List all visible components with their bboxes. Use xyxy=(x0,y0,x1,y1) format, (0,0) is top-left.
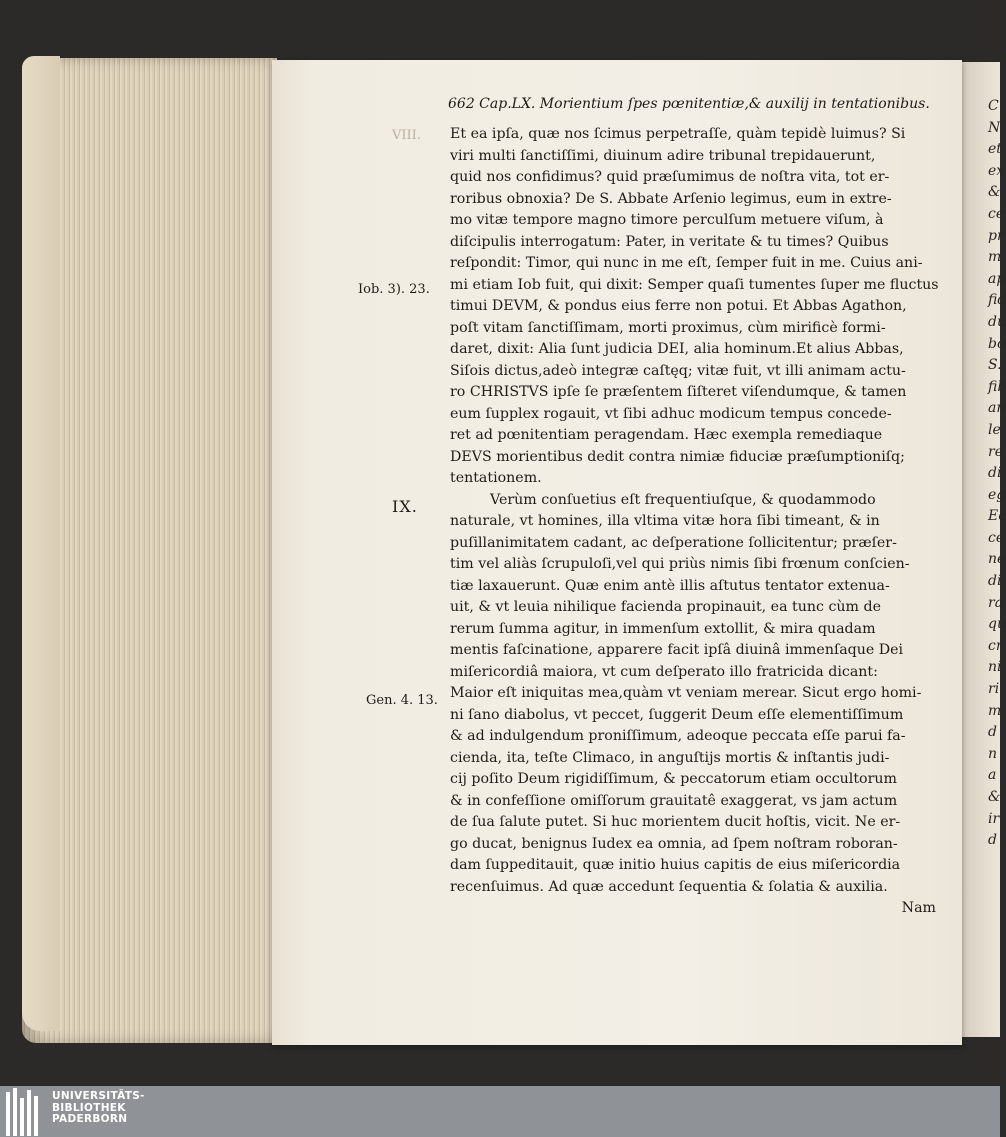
text-line: viri multi ſanctiſſimi, diuinum adire tribunal trepidauerunt, xyxy=(450,147,876,164)
next-page-fragment: et xyxy=(988,141,1002,158)
next-page-fragment: ri xyxy=(988,681,1000,698)
next-page-fragment: ap xyxy=(988,270,1006,287)
section-number-ix: IX. xyxy=(392,497,418,516)
text-line: naturale, vt homines, illa vltima vitæ hora ſibi timeant, & in xyxy=(450,513,880,529)
text-line: cij poſito Deum rigidiſſimum, & peccatorum etiam occultorum xyxy=(450,771,897,787)
library-name-line3: PADERBORN xyxy=(52,1113,128,1125)
next-page-fragment: & xyxy=(988,789,1001,805)
next-page-fragment: n xyxy=(988,745,998,762)
running-head: 662 Cap.LX. Morientium ſpes pœnitentiæ,& auxilij in tentationibus. xyxy=(448,96,930,112)
text-line: go ducat, benignus Iudex ea omnia, ad ſpem noſtram roboran- xyxy=(450,835,898,852)
book-cover-edge xyxy=(22,56,60,1031)
next-page-fragment: ce xyxy=(988,529,1005,546)
text-line: cienda, ita, teſte Climaco, in anguſtijs mortis & inſtantis judi- xyxy=(450,749,890,766)
next-page-fragment: m xyxy=(988,702,1002,719)
bleed-through-numeral: VIII. xyxy=(392,128,421,143)
next-page-fragment: ce xyxy=(988,205,1005,222)
text-line: de ſua ſalute putet. Si huc morientem ducit hoſtis, vicit. Ne er- xyxy=(450,814,901,830)
next-page-fragment: di xyxy=(988,573,1002,590)
next-page-fragment: qu xyxy=(988,616,1006,633)
text-line: & ad indulgendum proniſſimum, adeoque peccata eſſe parui fa- xyxy=(450,728,906,744)
text-line: ret ad pœnitentiam peragendam. Hæc exempla remediaque xyxy=(450,427,883,443)
text-line: miſericordiâ maiora, vt cum deſperato illo fratricida dicant: xyxy=(450,663,878,680)
margin-note-genesis: Gen. 4. 13. xyxy=(366,693,438,708)
text-line: daret, dixit: Alia ſunt judicia DEI, alia hominum.Et alius Abbas, xyxy=(450,341,904,357)
text-line: eum ſupplex rogauit, vt ſibi adhuc modicum tempus concede- xyxy=(450,405,892,422)
library-footer xyxy=(0,1086,1000,1137)
text-line: quid nos confidimus? quid præſumimus de noſtra vita, tot er- xyxy=(450,169,890,185)
text-line: Maior eſt iniquitas mea,quàm vt veniam merear. Sicut ergo homi- xyxy=(450,685,922,701)
next-page-fragment: ir xyxy=(988,810,1000,827)
next-page-fragment: bo xyxy=(988,335,1006,352)
next-page-fragment: C xyxy=(988,98,999,114)
next-page-fragment: & xyxy=(988,184,1001,201)
next-page-fragment: ra xyxy=(988,594,1004,611)
next-page-fragment: fid xyxy=(988,292,1006,309)
text-line: uit, & vt leuia nihilique facienda propinauit, ea tunc cùm de xyxy=(450,599,882,615)
text-line: roribus obnoxia? De S. Abbate Arſenio legimus, eum in extre- xyxy=(450,190,892,207)
text-line: Siſois dictus,adeò integræ caſtęq; vitæ fuit, vt illi animam actu- xyxy=(450,362,906,379)
text-line: mi etiam Iob fuit, qui dixit: Semper quaſi tumentes ſuper me fluctus xyxy=(450,276,939,293)
next-page-fragment: ex xyxy=(988,162,1005,179)
library-name xyxy=(52,1091,145,1126)
text-line: ni ſano diabolus, vt peccet, ſuggerit Deum eſſe elementiſſimum xyxy=(450,706,904,723)
text-line: DEVS morientibus dedit contra nimiæ fiduciæ præſumptioniſq; xyxy=(450,448,905,465)
text-line: reſpondit: Timor, qui nunc in me eſt, ſemper fuit in me. Cuius ani- xyxy=(450,255,923,271)
next-page-fragment: fib xyxy=(988,378,1006,395)
next-page-fragment: Ec xyxy=(988,508,1006,525)
next-page-fragment: le xyxy=(988,421,1001,438)
text-line: recenſuimus. Ad quæ accedunt ſequentia & ſolatia & auxilia. xyxy=(450,878,888,895)
next-page-text xyxy=(988,96,1006,852)
text-line: tim vel aliàs ſcrupuloſi,vel qui priùs nimis ſibi frœnum conſcien- xyxy=(450,556,910,572)
margin-note-job: Iob. 3). 23. xyxy=(358,282,430,297)
text-line: poſt vitam ſanctiſſimam, morti proximus, cùm mirificè formi- xyxy=(450,319,886,336)
next-page-fragment: m xyxy=(988,249,1002,266)
text-line: timui DEVM, & pondus eius ferre non potui. Et Abbas Agathon, xyxy=(450,298,907,314)
next-page-fragment: re xyxy=(988,443,1003,460)
text-line: Nam xyxy=(901,900,936,916)
library-name-line1: UNIVERSITÄTS- xyxy=(52,1090,145,1102)
library-name-line2: BIBLIOTHEK xyxy=(52,1101,126,1114)
text-line: diſcipulis interrogatum: Pater, in veritate & tu times? Quibus xyxy=(450,233,889,250)
library-logo-icon xyxy=(6,1088,46,1136)
text-line: mentis faſcinatione, apparere facit ipſâ diuinâ immenſaque Dei xyxy=(450,642,904,658)
next-page-fragment: an xyxy=(988,400,1006,417)
next-page-fragment: d xyxy=(988,832,997,849)
text-line: mo vitæ tempore magno timore perculſum metuere viſum, à xyxy=(450,212,884,228)
next-page-fragment: a xyxy=(988,767,997,784)
body-text xyxy=(450,124,939,920)
text-line: ro CHRISTVS ipſe ſe præſentem ſiſteret viſendumque, & tamen xyxy=(450,384,907,400)
next-page-fragment: pr xyxy=(988,227,1004,244)
next-page-fragment: eg xyxy=(988,486,1006,503)
book-page-edges xyxy=(22,58,277,1043)
text-line: rerum ſumma agitur, in immenſum extollit, & mira quadam xyxy=(450,620,876,637)
text-line: puſillanimitatem cadant, ac deſperatione ſollicitentur; præſer- xyxy=(450,534,897,551)
text-line: Verùm conſuetius eſt frequentiuſque, & quodammodo xyxy=(490,491,876,508)
text-line: tiæ laxauerunt. Quæ enim antè illis aſtutus tentator extenua- xyxy=(450,577,890,594)
text-line: & in confeſſione omiſſorum grauitatê exaggerat, vs jam actum xyxy=(450,792,898,809)
next-page-fragment: ne xyxy=(988,551,1006,568)
text-line: tentationem. xyxy=(450,470,542,486)
next-page-fragment: di xyxy=(988,465,1002,482)
next-page-fragment: N xyxy=(988,119,1001,136)
text-line: dam ſuppeditauit, quæ initio huius capitis de eius miſericordia xyxy=(450,857,901,873)
next-page-fragment: cr xyxy=(988,637,1003,654)
next-page-fragment: S. xyxy=(988,357,1002,374)
text-line: Et ea ipſa, quæ nos ſcimus perpetraſſe, quàm tepidè luimus? Si xyxy=(450,126,906,142)
next-page-fragment: d xyxy=(988,724,997,741)
next-page-fragment: ni xyxy=(988,659,1002,676)
next-page-fragment: du xyxy=(988,313,1006,330)
